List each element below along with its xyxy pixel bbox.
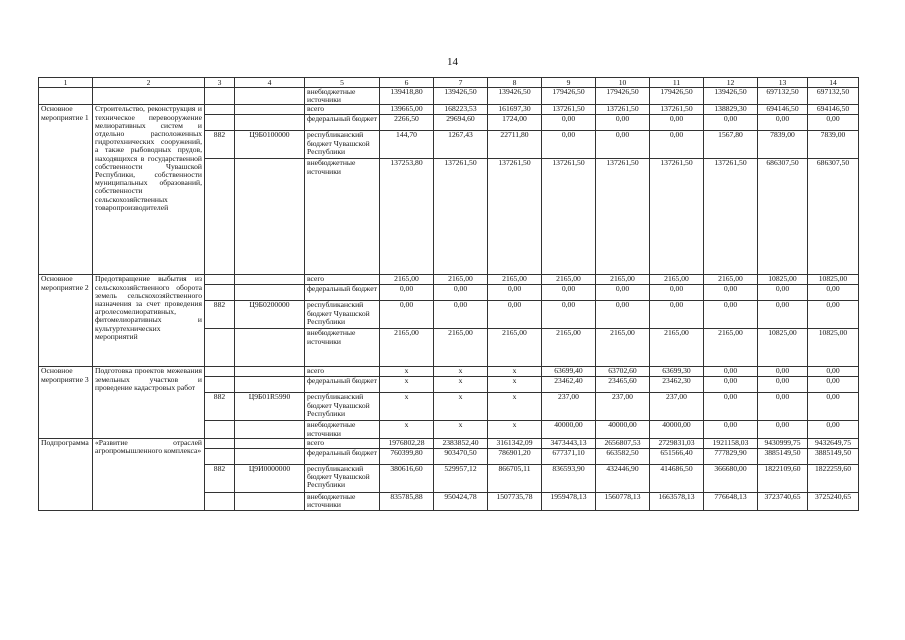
value-cell: 0,00 (488, 301, 542, 329)
value-cell: x (434, 393, 488, 421)
value-cell: 137261,50 (542, 105, 596, 115)
value-cell: 0,00 (542, 285, 596, 301)
name-cell: Подготовка проектов межевания земельных участков и проведение кадастровых работ (93, 367, 205, 438)
value-cell: 786901,20 (488, 448, 542, 464)
funding-source: внебюджетные источники (305, 421, 380, 438)
code-cell (235, 367, 305, 377)
value-cell: x (434, 367, 488, 377)
value-cell: 0,00 (596, 115, 650, 131)
value-cell: 10825,00 (758, 275, 808, 285)
value-cell: 694146,50 (758, 105, 808, 115)
value-cell: 0,00 (488, 285, 542, 301)
value-cell: 3161342,09 (488, 438, 542, 448)
value-cell: 7839,00 (758, 131, 808, 159)
code-cell (235, 159, 305, 275)
value-cell: 0,00 (758, 377, 808, 393)
funding-source: республиканский бюджет Чувашской Республики (305, 393, 380, 421)
value-cell: 2165,00 (596, 329, 650, 367)
value-cell: 1567,80 (704, 131, 758, 159)
value-cell: x (380, 367, 434, 377)
value-cell: 0,00 (434, 285, 488, 301)
value-cell: 0,00 (596, 285, 650, 301)
value-cell: 3473443,13 (542, 438, 596, 448)
table-row (39, 105, 859, 115)
value-cell: 179426,50 (650, 88, 704, 105)
value-cell: 2165,00 (650, 329, 704, 367)
value-cell: 168223,53 (434, 105, 488, 115)
value-cell: 0,00 (650, 115, 704, 131)
value-cell: 23462,30 (650, 377, 704, 393)
value-cell: 0,00 (650, 301, 704, 329)
value-cell: 0,00 (650, 285, 704, 301)
code-cell: Ц9Б01R5990 (235, 393, 305, 421)
value-cell: 0,00 (808, 285, 859, 301)
value-cell: 179426,50 (596, 88, 650, 105)
value-cell: 2383852,40 (434, 438, 488, 448)
status-cell: Основное мероприятие 1 (39, 105, 93, 275)
value-cell: 137261,50 (704, 159, 758, 275)
column-number-14: 14 (808, 78, 859, 88)
code-cell (235, 421, 305, 438)
funding-source: внебюджетные источники (305, 88, 380, 105)
value-cell: 651566,40 (650, 448, 704, 464)
grbs-cell (205, 377, 235, 393)
code-cell: Ц9И0000000 (235, 464, 305, 492)
grbs-cell (205, 105, 235, 115)
column-number-12: 12 (704, 78, 758, 88)
value-cell: 3885149,50 (808, 448, 859, 464)
value-cell: 366680,00 (704, 464, 758, 492)
funding-source: всего (305, 367, 380, 377)
value-cell: 9430999,75 (758, 438, 808, 448)
value-cell: 677371,10 (542, 448, 596, 464)
value-cell: 137261,50 (596, 159, 650, 275)
empty-cell (39, 88, 93, 105)
code-cell (235, 377, 305, 393)
funding-source: внебюджетные источники (305, 492, 380, 510)
value-cell: 0,00 (650, 131, 704, 159)
value-cell: 0,00 (380, 301, 434, 329)
value-cell: 950424,78 (434, 492, 488, 510)
value-cell: 760399,80 (380, 448, 434, 464)
value-cell: 1976802,28 (380, 438, 434, 448)
grbs-cell (205, 159, 235, 275)
value-cell: 0,00 (380, 285, 434, 301)
column-number-6: 6 (380, 78, 434, 88)
value-cell: 23465,60 (596, 377, 650, 393)
column-number-11: 11 (650, 78, 704, 88)
value-cell: 2165,00 (434, 275, 488, 285)
value-cell: 139665,00 (380, 105, 434, 115)
status-cell: Основное мероприятие 2 (39, 275, 93, 367)
value-cell: 0,00 (542, 115, 596, 131)
value-cell: 2165,00 (488, 275, 542, 285)
column-number-10: 10 (596, 78, 650, 88)
value-cell: 2165,00 (650, 275, 704, 285)
column-number-7: 7 (434, 78, 488, 88)
value-cell: 836593,90 (542, 464, 596, 492)
value-cell: 776648,13 (704, 492, 758, 510)
value-cell: 2165,00 (704, 329, 758, 367)
value-cell: 0,00 (758, 115, 808, 131)
funding-source: республиканский бюджет Чувашской Республики (305, 301, 380, 329)
value-cell: 7839,00 (808, 131, 859, 159)
name-cell: Предотвращение выбытия из сельскохозяйственного оборота земель сельскохозяйственного назначения за счет проведения агролесомелиоративных, фитомелиоративных и культуртехнических мероприятий (93, 275, 205, 367)
grbs-cell (205, 275, 235, 285)
value-cell: 2165,00 (488, 329, 542, 367)
grbs-cell: 882 (205, 131, 235, 159)
value-cell: 694146,50 (808, 105, 859, 115)
funding-source: всего (305, 438, 380, 448)
value-cell: 2165,00 (380, 275, 434, 285)
value-cell: 139418,80 (380, 88, 434, 105)
value-cell: 414686,50 (650, 464, 704, 492)
value-cell: 0,00 (704, 285, 758, 301)
value-cell: 0,00 (596, 301, 650, 329)
funding-source: федеральный бюджет (305, 115, 380, 131)
value-cell: 697132,50 (808, 88, 859, 105)
value-cell: 0,00 (758, 421, 808, 438)
value-cell: 3723740,65 (758, 492, 808, 510)
value-cell: 0,00 (758, 367, 808, 377)
value-cell: 0,00 (808, 301, 859, 329)
value-cell: 686307,50 (758, 159, 808, 275)
value-cell: 144,70 (380, 131, 434, 159)
value-cell: 0,00 (434, 301, 488, 329)
value-cell: 0,00 (808, 367, 859, 377)
value-cell: 9432649,75 (808, 438, 859, 448)
value-cell: 0,00 (542, 301, 596, 329)
grbs-cell (205, 367, 235, 377)
value-cell: 2165,00 (434, 329, 488, 367)
empty-cell (235, 88, 305, 105)
value-cell: 23462,40 (542, 377, 596, 393)
funding-source: федеральный бюджет (305, 377, 380, 393)
value-cell: 63699,30 (650, 367, 704, 377)
value-cell: x (380, 377, 434, 393)
value-cell: 1267,43 (434, 131, 488, 159)
value-cell: 0,00 (596, 131, 650, 159)
value-cell: 529957,12 (434, 464, 488, 492)
funding-source: всего (305, 275, 380, 285)
funding-source: федеральный бюджет (305, 448, 380, 464)
value-cell: 40000,00 (650, 421, 704, 438)
value-cell: 380616,60 (380, 464, 434, 492)
value-cell: x (380, 393, 434, 421)
code-cell (235, 448, 305, 464)
code-cell: Ц9Б0100000 (235, 131, 305, 159)
value-cell: x (380, 421, 434, 438)
column-number-1: 1 (39, 78, 93, 88)
column-number-3: 3 (205, 78, 235, 88)
value-cell: 139426,50 (488, 88, 542, 105)
value-cell: 139426,50 (704, 88, 758, 105)
funding-source: внебюджетные источники (305, 329, 380, 367)
funding-source: республиканский бюджет Чувашской Республики (305, 464, 380, 492)
value-cell: 1663578,13 (650, 492, 704, 510)
value-cell: x (488, 421, 542, 438)
table-row (39, 438, 859, 448)
grbs-cell: 882 (205, 393, 235, 421)
value-cell: 63699,40 (542, 367, 596, 377)
funding-source: всего (305, 105, 380, 115)
grbs-cell (205, 285, 235, 301)
value-cell: 237,00 (542, 393, 596, 421)
value-cell: 10825,00 (758, 329, 808, 367)
value-cell: 0,00 (704, 301, 758, 329)
name-cell: Строительство, реконструкция и техническое перевооружение мелиоративных систем и отдельно расположенных гидротехнических сооружений, а также рыбоводных прудов, находящихся в государственной собственности Чувашской Республики, собственности муниципальных образований, собственности сельскохозяйственных товаропроизводителей (93, 105, 205, 275)
value-cell: 40000,00 (542, 421, 596, 438)
value-cell: 1822109,60 (758, 464, 808, 492)
value-cell: 0,00 (704, 421, 758, 438)
code-cell (235, 329, 305, 367)
value-cell: 835785,88 (380, 492, 434, 510)
header-row (39, 78, 859, 88)
value-cell: 903470,50 (434, 448, 488, 464)
grbs-cell: 882 (205, 301, 235, 329)
value-cell: 0,00 (808, 393, 859, 421)
value-cell: 3885149,50 (758, 448, 808, 464)
grbs-cell: 882 (205, 464, 235, 492)
value-cell: 138829,30 (704, 105, 758, 115)
name-cell: «Развитие отраслей агропромышленного комплекса» (93, 438, 205, 510)
value-cell: 1822259,60 (808, 464, 859, 492)
code-cell: Ц9Б0200000 (235, 301, 305, 329)
value-cell: 0,00 (758, 285, 808, 301)
continuation-row (39, 88, 859, 105)
value-cell: 137261,50 (596, 105, 650, 115)
grbs-cell (205, 115, 235, 131)
value-cell: x (488, 393, 542, 421)
value-cell: 0,00 (758, 301, 808, 329)
value-cell: 137253,80 (380, 159, 434, 275)
value-cell: 1921158,03 (704, 438, 758, 448)
funding-source: республиканский бюджет Чувашской Республики (305, 131, 380, 159)
value-cell: 2165,00 (542, 275, 596, 285)
value-cell: 63702,60 (596, 367, 650, 377)
value-cell: x (434, 421, 488, 438)
value-cell: 137261,50 (488, 159, 542, 275)
value-cell: 179426,50 (542, 88, 596, 105)
value-cell: 137261,50 (650, 105, 704, 115)
value-cell: 29694,60 (434, 115, 488, 131)
value-cell: 432446,90 (596, 464, 650, 492)
code-cell (235, 492, 305, 510)
value-cell: 137261,50 (434, 159, 488, 275)
funding-source: внебюджетные источники (305, 159, 380, 275)
funding-source: федеральный бюджет (305, 285, 380, 301)
status-cell: Основное мероприятие 3 (39, 367, 93, 438)
grbs-cell (205, 421, 235, 438)
value-cell: 0,00 (808, 377, 859, 393)
value-cell: 697132,50 (758, 88, 808, 105)
code-cell (235, 275, 305, 285)
value-cell: 3725240,65 (808, 492, 859, 510)
value-cell: 10825,00 (808, 329, 859, 367)
value-cell: 2165,00 (380, 329, 434, 367)
value-cell: 2729831,03 (650, 438, 704, 448)
value-cell: 1959478,13 (542, 492, 596, 510)
value-cell: 686307,50 (808, 159, 859, 275)
value-cell: 139426,50 (434, 88, 488, 105)
value-cell: 2165,00 (704, 275, 758, 285)
value-cell: 0,00 (758, 393, 808, 421)
code-cell (235, 115, 305, 131)
grbs-cell (205, 329, 235, 367)
table-row (39, 367, 859, 377)
value-cell: 40000,00 (596, 421, 650, 438)
value-cell: 0,00 (704, 393, 758, 421)
value-cell: 0,00 (542, 131, 596, 159)
code-cell (235, 105, 305, 115)
column-number-9: 9 (542, 78, 596, 88)
value-cell: 0,00 (808, 421, 859, 438)
grbs-cell (205, 438, 235, 448)
value-cell: 0,00 (808, 115, 859, 131)
value-cell: 777829,90 (704, 448, 758, 464)
grbs-cell (205, 448, 235, 464)
value-cell: 161697,30 (488, 105, 542, 115)
value-cell: x (488, 367, 542, 377)
value-cell: 1560778,13 (596, 492, 650, 510)
value-cell: x (434, 377, 488, 393)
value-cell: 10825,00 (808, 275, 859, 285)
value-cell: 0,00 (704, 367, 758, 377)
value-cell: 137261,50 (542, 159, 596, 275)
empty-cell (93, 88, 205, 105)
value-cell: 663582,50 (596, 448, 650, 464)
value-cell: 1507735,78 (488, 492, 542, 510)
page-number: 14 (447, 56, 458, 68)
value-cell: 22711,80 (488, 131, 542, 159)
column-number-5: 5 (305, 78, 380, 88)
value-cell: 0,00 (704, 115, 758, 131)
value-cell: 137261,50 (650, 159, 704, 275)
empty-cell (205, 88, 235, 105)
value-cell: 2165,00 (596, 275, 650, 285)
value-cell: 237,00 (650, 393, 704, 421)
value-cell: 2656807,53 (596, 438, 650, 448)
code-cell (235, 438, 305, 448)
column-number-4: 4 (235, 78, 305, 88)
budget-table (38, 77, 859, 511)
table-row (39, 275, 859, 285)
column-number-2: 2 (93, 78, 205, 88)
value-cell: 1724,00 (488, 115, 542, 131)
value-cell: 866705,11 (488, 464, 542, 492)
value-cell: 2165,00 (542, 329, 596, 367)
value-cell: x (488, 377, 542, 393)
grbs-cell (205, 492, 235, 510)
column-number-8: 8 (488, 78, 542, 88)
status-cell: Подпрограмма (39, 438, 93, 510)
column-number-13: 13 (758, 78, 808, 88)
value-cell: 237,00 (596, 393, 650, 421)
code-cell (235, 285, 305, 301)
value-cell: 2266,50 (380, 115, 434, 131)
value-cell: 0,00 (704, 377, 758, 393)
